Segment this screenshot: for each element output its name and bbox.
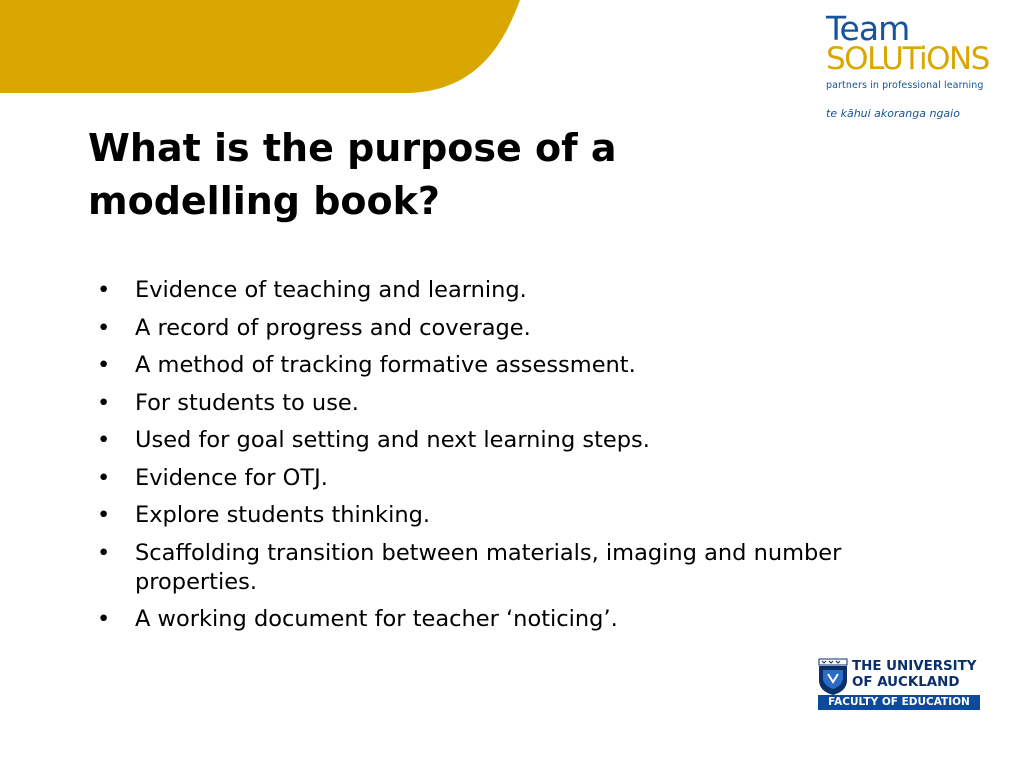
bullet-icon: • — [97, 606, 111, 632]
bullet-text: Scaffolding transition between materials, imaging and number properties. — [135, 539, 842, 595]
bullet-text: Used for goal setting and next learning steps. — [135, 427, 650, 453]
bullet-text: Evidence of teaching and learning. — [135, 277, 527, 303]
bullet-icon: • — [97, 502, 111, 528]
crest-icon — [818, 658, 848, 696]
bullet-icon: • — [97, 389, 111, 416]
bullet-icon: • — [97, 314, 111, 341]
bullet-item — [97, 351, 937, 380]
university-name-line2: OF AUCKLAND — [852, 675, 960, 690]
bullet-item — [97, 426, 937, 455]
bullet-text: Explore students thinking. — [135, 502, 431, 528]
bullet-icon: • — [97, 464, 111, 491]
university-name-line1: THE UNIVERSITY — [852, 659, 977, 674]
bullet-item — [97, 276, 937, 305]
logo-tagline: partners in professional learning — [826, 80, 984, 91]
faculty-banner: FACULTY OF EDUCATION — [818, 695, 980, 710]
bullet-item — [97, 605, 937, 634]
bullet-item — [97, 464, 937, 493]
bullet-text: A method of tracking formative assessment. — [135, 352, 636, 378]
logo-maori-tagline: te kāhui akoranga ngaio — [826, 107, 960, 120]
slide-title: What is the purpose of a modelling book? — [88, 126, 617, 223]
bullet-icon: • — [97, 277, 111, 303]
bullet-item — [97, 501, 937, 530]
bullet-item — [97, 389, 937, 418]
bullet-list — [97, 276, 937, 643]
logo-wordmark-team: Team — [826, 9, 910, 48]
bullet-item — [97, 539, 937, 597]
university-name — [852, 659, 977, 691]
bullet-icon: • — [97, 539, 111, 566]
bullet-item — [97, 314, 937, 343]
logo-wordmark-solutions: SOLUTiONS — [826, 41, 989, 77]
bullet-text: For students to use. — [135, 389, 359, 416]
bullet-icon: • — [97, 352, 111, 378]
bullet-text: A record of progress and coverage. — [135, 314, 531, 341]
bullet-text: A working document for teacher ‘noticing’. — [135, 606, 618, 632]
bullet-icon: • — [97, 427, 111, 453]
bullet-text: Evidence for OTJ. — [135, 464, 328, 491]
decorative-gold-shape — [0, 0, 540, 96]
team-solutions-logo — [826, 9, 989, 120]
